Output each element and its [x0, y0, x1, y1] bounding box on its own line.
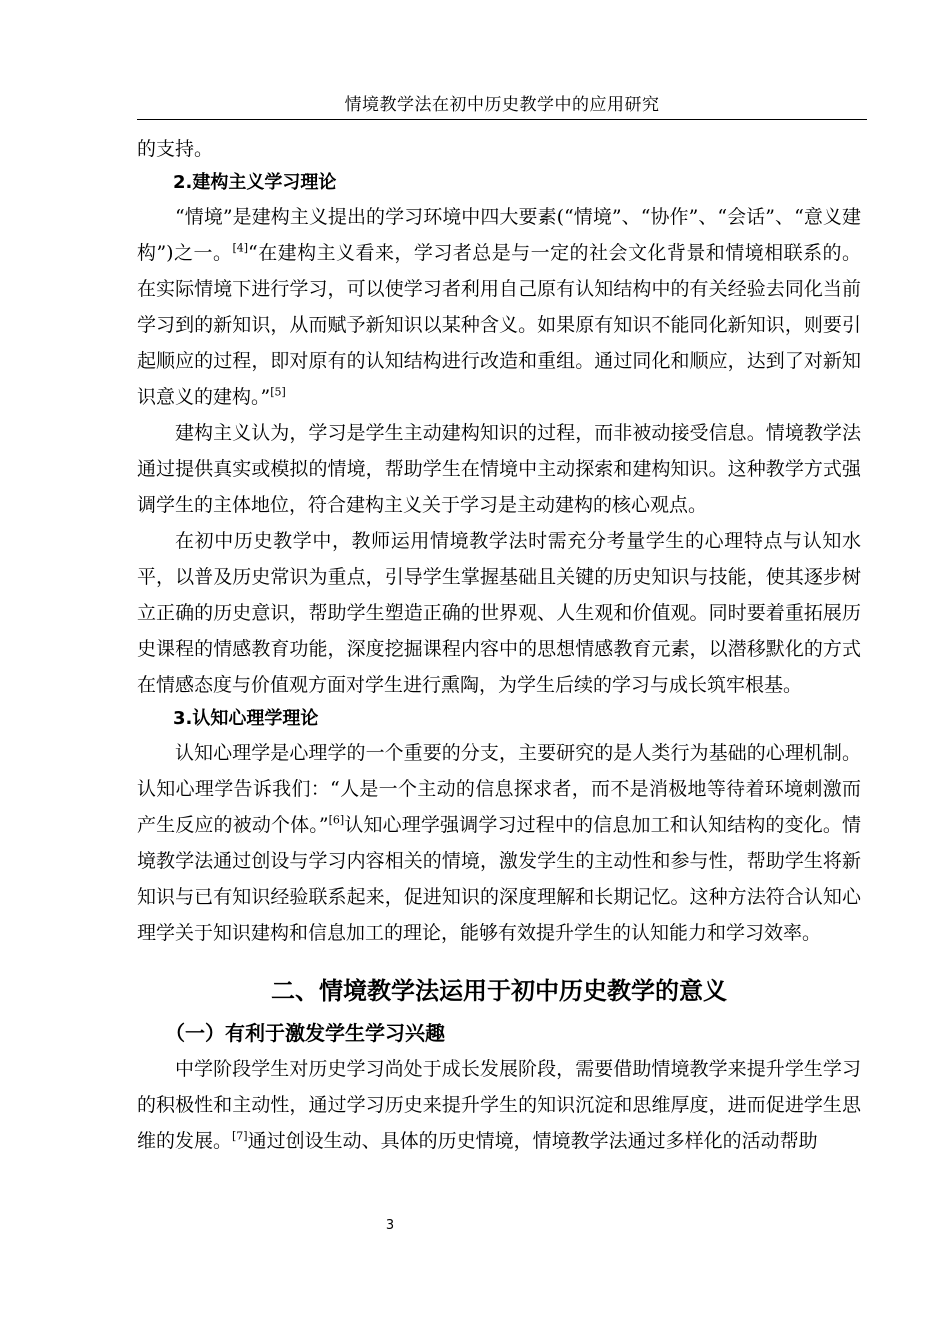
paragraph-text: “情境”是建构主义提出的学习环境中四大要素(“情境”、“协作”、“会话”、“意义建构”)之一。 — [137, 206, 861, 264]
paragraph-continuation: 的支持。 — [137, 138, 214, 160]
paragraph-history-teaching: 在初中历史教学中，教师运用情境教学法时需充分考量学生的心理特点与认知水平，以普及历史常识为重点，引导学生掌握基础且关键的历史知识与技能，使其逐步树立正确的历史意识，帮助学生塑造正确的世界观、人生观和价值观。同时要着重拓展历史课程的情感教育功能，深度挖掘课程内容中的思想情感教育元素，以潜移默化的方式在情感态度与价值观方面对学生进行熏陶，为学生后续的学习与成长筑牢根基。 — [137, 530, 861, 696]
section-title: 二、情境教学法运用于初中历史教学的意义 — [271, 977, 727, 1005]
paragraph-text: 通过创设生动、具体的历史情境，情境教学法通过多样化的活动帮助 — [247, 1130, 818, 1152]
citation-4: [4] — [232, 241, 249, 255]
subheading-cognitive-psychology: 3.认知心理学理论 — [173, 708, 319, 729]
paragraph-constructivism-view: 建构主义认为，学习是学生主动建构知识的过程，而非被动接受信息。情境教学法通过提供真实或模拟的情境，帮助学生在情境中主动探索和建构知识。这种教学方式强调学生的主体地位，符合建构主义关于学习是主动建构的核心观点。 — [137, 422, 861, 516]
paragraph-constructivism-situation — [137, 199, 861, 415]
paragraph-text: “在建构主义看来，学习者总是与一定的社会文化背景和情境相联系的。在实际情境下进行学习，可以使学习者利用自己原有认知结构中的有关经验去同化当前学习到的新知识，从而赋予新知识以某种含义。如果原有知识不能同化新知识，则要引起顺应的过程，即对原有的认知结构进行改造和重组。通过同化和顺应，达到了对新知识意义的建构。” — [137, 242, 861, 408]
subheading-constructivism: 2.建构主义学习理论 — [173, 172, 337, 193]
page-number: 3 — [385, 1218, 395, 1233]
paragraph-text: 中学阶段学生对历史学习尚处于成长发展阶段，需要借助情境教学来提升学生学习的积极性和主动性，通过学习历史来提升学生的知识沉淀和思维厚度，进而促进学生思维的发展。 — [137, 1058, 861, 1152]
citation-5: [5] — [270, 385, 286, 399]
paragraph-text: 认知心理学强调学习过程中的信息加工和认知结构的变化。情境教学法通过创设与学习内容相关的情境，激发学生的主动性和参与性，帮助学生将新知识与已有知识经验联系起来，促进知识的深度理解和长期记忆。这种方法符合认知心理学关于知识建构和信息加工的理论，能够有效提升学生的认知能力和学习效率。 — [137, 814, 861, 944]
paragraph-interest — [137, 1051, 861, 1159]
paragraph-cognitive-psychology — [137, 735, 861, 951]
running-header: 情境教学法在初中历史教学中的应用研究 — [344, 95, 660, 115]
citation-6: [6] — [328, 813, 345, 827]
subsection-title: （一）有利于激发学生学习兴趣 — [165, 1021, 445, 1045]
header-rule — [137, 119, 867, 120]
paragraph-text: 认知心理学是心理学的一个重要的分支，主要研究的是人类行为基础的心理机制。认知心理学告诉我们：“人是一个主动的信息探求者，而不是消极地等待着环境刺激而产生反应的被动个体。” — [137, 742, 861, 836]
citation-7: [7] — [232, 1129, 248, 1143]
body-content — [137, 131, 861, 1159]
